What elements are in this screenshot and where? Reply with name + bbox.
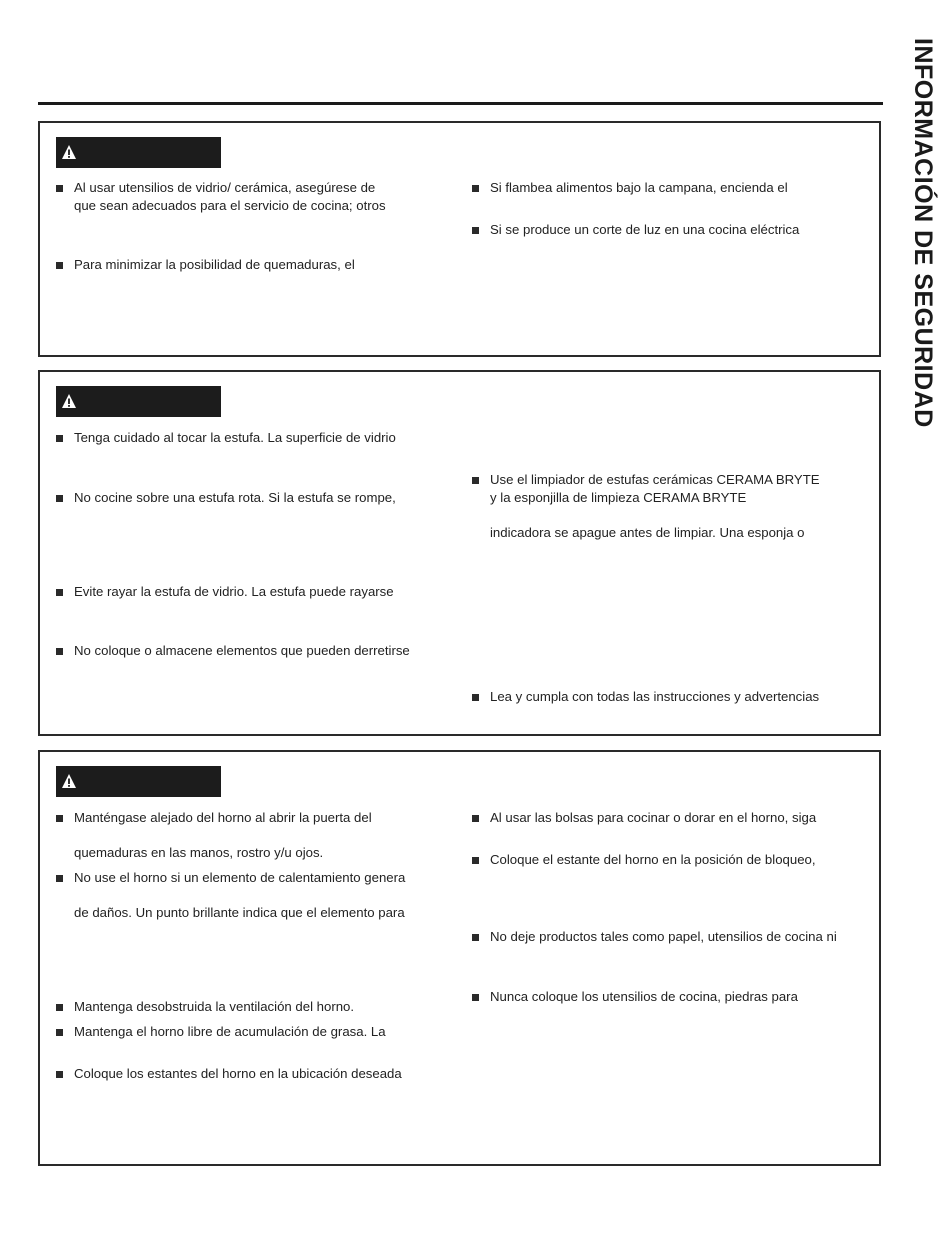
list-item: Manténgase alejado del horno al abrir la puerta del quemaduras en las manos, rostro y/u ojos. xyxy=(74,809,372,862)
warning-box-3 xyxy=(38,750,881,1166)
side-title xyxy=(907,38,937,508)
bullet-icon xyxy=(56,648,63,655)
list-item: Si flambea alimentos bajo la campana, encienda el xyxy=(490,179,788,197)
bullet-icon xyxy=(56,815,63,822)
bullet-icon xyxy=(472,857,479,864)
list-item: Al usar las bolsas para cocinar o dorar en el horno, siga xyxy=(490,809,816,827)
bullet-icon xyxy=(56,1029,63,1036)
list-item: Evite rayar la estufa de vidrio. La estufa puede rayarse xyxy=(74,583,394,601)
list-item: Lea y cumpla con todas las instrucciones y advertencias xyxy=(490,688,819,706)
list-item: Si se produce un corte de luz en una cocina eléctrica xyxy=(490,221,799,239)
list-item: No deje productos tales como papel, utensilios de cocina ni xyxy=(490,928,837,946)
list-item: Mantenga el horno libre de acumulación de grasa. La xyxy=(74,1023,386,1041)
bullet-icon xyxy=(472,694,479,701)
bullet-icon xyxy=(472,994,479,1001)
bullet-icon xyxy=(56,1004,63,1011)
warning-icon xyxy=(61,144,77,160)
list-item: Al usar utensilios de vidrio/ cerámica, asegúrese de que sean adecuados para el servicio de cocina; otros xyxy=(74,179,386,215)
bullet-icon xyxy=(472,477,479,484)
warning-banner xyxy=(56,386,221,417)
warning-icon xyxy=(61,773,77,789)
bullet-icon xyxy=(56,875,63,882)
list-item: No coloque o almacene elementos que pueden derretirse xyxy=(74,642,410,660)
bullet-icon xyxy=(56,262,63,269)
list-item: Tenga cuidado al tocar la estufa. La superficie de vidrio xyxy=(74,429,396,447)
warning-box-2 xyxy=(38,370,881,736)
list-item: Mantenga desobstruida la ventilación del horno. xyxy=(74,998,354,1016)
list-item: No use el horno si un elemento de calentamiento genera de daños. Un punto brillante indica que el elemento para xyxy=(74,869,405,922)
list-item: Para minimizar la posibilidad de quemaduras, el xyxy=(74,256,355,274)
bullet-icon xyxy=(472,185,479,192)
bullet-icon xyxy=(472,815,479,822)
warning-banner xyxy=(56,766,221,797)
list-item: Use el limpiador de estufas cerámicas CERAMA BRYTE y la esponjilla de limpieza CERAMA BRYTE indicadora se apague antes de limpiar. Una esponja o xyxy=(490,471,820,542)
bullet-icon xyxy=(472,934,479,941)
bullet-icon xyxy=(56,185,63,192)
header-rule xyxy=(38,102,883,105)
bullet-icon xyxy=(56,495,63,502)
warning-box-1 xyxy=(38,121,881,357)
list-item: Nunca coloque los utensilios de cocina, piedras para xyxy=(490,988,798,1006)
list-item: Coloque los estantes del horno en la ubicación deseada xyxy=(74,1065,402,1083)
bullet-icon xyxy=(56,589,63,596)
side-title-text: INFORMACIÓN DE SEGURIDAD xyxy=(909,38,937,428)
warning-icon xyxy=(61,393,77,409)
warning-banner xyxy=(56,137,221,168)
bullet-icon xyxy=(56,435,63,442)
list-item: Coloque el estante del horno en la posición de bloqueo, xyxy=(490,851,816,869)
bullet-icon xyxy=(472,227,479,234)
list-item: No cocine sobre una estufa rota. Si la estufa se rompe, xyxy=(74,489,396,507)
bullet-icon xyxy=(56,1071,63,1078)
